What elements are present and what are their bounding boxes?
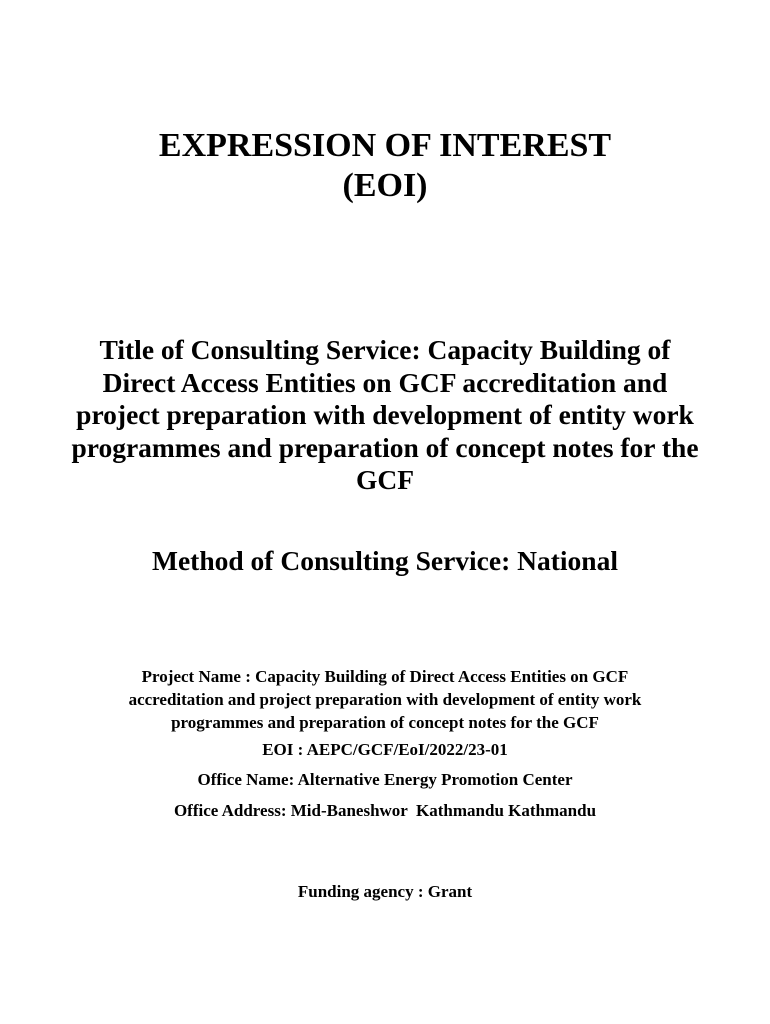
title-line: programmes and preparation of concept notes for the [71, 431, 699, 463]
funding-agency: Funding agency : Grant [297, 882, 473, 901]
office-address: Office Address: Mid-Baneshwor Kathmandu Kathmandu [173, 801, 597, 820]
eoi-heading [0, 126, 770, 206]
project-name [50, 665, 720, 734]
eoi-reference: EOI : AEPC/GCF/EoI/2022/23-01 [262, 740, 508, 759]
title-line: Direct Access Entities on GCF accreditation and [102, 366, 668, 398]
project-name-line: Project Name : Capacity Building of Direct Access Entities on GCF [141, 667, 629, 686]
office-name: Office Name: Alternative Energy Promotion Center [197, 770, 573, 789]
title-line: Title of Consulting Service: Capacity Building of [99, 334, 671, 365]
project-name-line: accreditation and project preparation with development of entity work [128, 690, 642, 709]
title-line: GCF [355, 464, 415, 495]
consulting-method: Method of Consulting Service: National [152, 545, 618, 576]
title-line: project preparation with development of entity work [76, 399, 694, 430]
project-name-line: programmes and preparation of concept notes for the GCF [171, 713, 599, 732]
eoi-heading-line2: (EOI) [342, 167, 428, 204]
eoi-heading-line1: EXPRESSION OF INTEREST [158, 127, 612, 164]
consulting-service-title [20, 334, 750, 497]
